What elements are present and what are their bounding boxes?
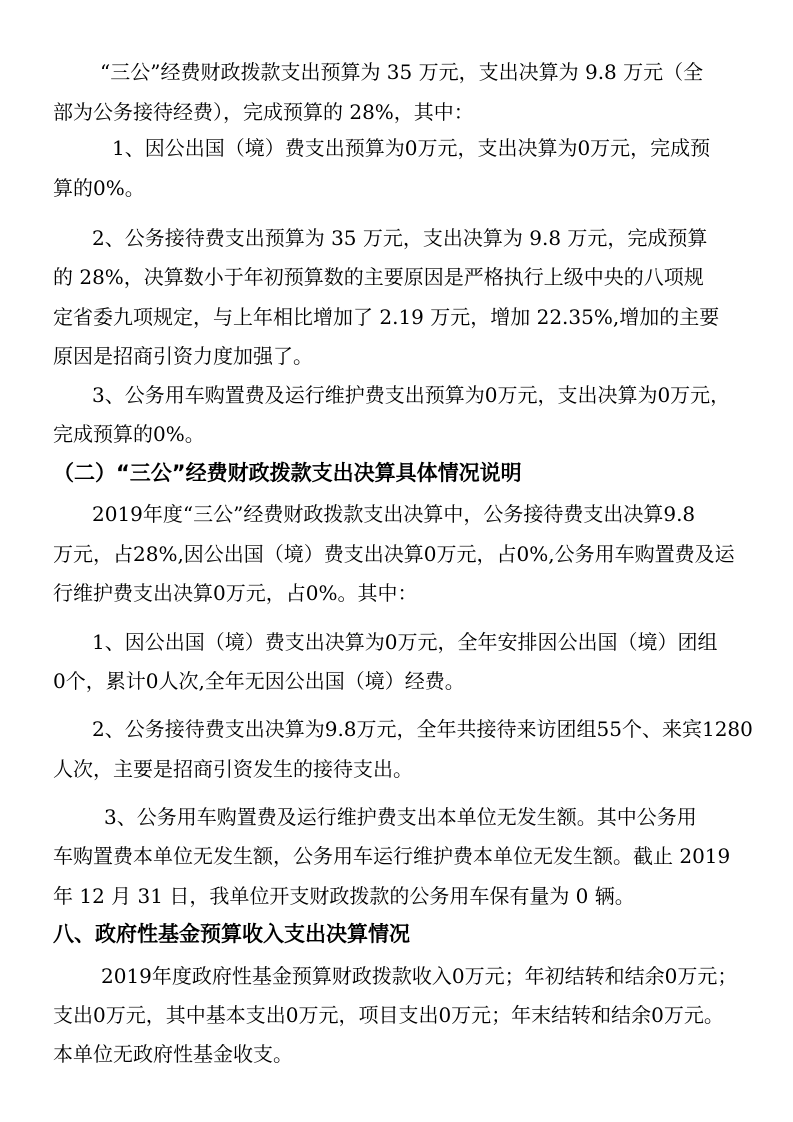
section-heading: 八、政府性基金预算收入支出决算情况 [53,922,410,946]
paragraph-line: 部为公务接待经费），完成预算的 28%，其中： [53,100,474,124]
paragraph-line: 年 12 月 31 日，我单位开支财政拨款的公务用车保有量为 0 辆。 [53,884,635,908]
paragraph-line: 算的0%。 [53,176,145,200]
paragraph-line: 2、公务接待费支出预算为 35 万元，支出决算为 9.8 万元，完成预算 [92,226,708,250]
paragraph-line: 行维护费支出决算0万元，占0%。其中： [53,581,418,605]
paragraph-line: 万元，占28%,因公出国（境）费支出决算0万元，占0%,公务用车购置费及运 [53,542,735,566]
paragraph-line: 人次，主要是招商引资发生的接待支出。 [53,757,413,781]
paragraph-line: 本单位无政府性基金收支。 [53,1042,293,1066]
paragraph-line: 2019年度政府性基金预算财政拨款收入0万元；年初结转和结余0万元； [101,964,738,988]
paragraph-line: 2、公务接待费支出决算为9.8万元，全年共接待来访团组55个、来宾1280 [92,717,753,741]
paragraph-line: 1、因公出国（境）费支出决算为0万元，全年安排因公出国（境）团组 [92,630,718,654]
paragraph-line: 完成预算的0%。 [53,422,205,446]
paragraph-line: 2019年度“三公”经费财政拨款支出决算中，公务接待费支出决算9.8 [92,502,696,526]
paragraph-line: 原因是招商引资力度加强了。 [53,344,313,368]
paragraph-line: 0个，累计0人次,全年无因公出国（境）经费。 [53,669,465,693]
section-heading: （二）“三公”经费财政拨款支出决算具体情况说明 [53,461,522,485]
paragraph-line: “三公”经费财政拨款支出预算为 35 万元，支出决算为 9.8 万元（全 [100,60,704,84]
paragraph-line: 3、公务用车购置费及运行维护费支出预算为0万元，支出决算为0万元， [92,383,731,407]
paragraph-line: 的 28%，决算数小于年初预算数的主要原因是严格执行上级中央的八项规 [53,265,704,289]
paragraph-line: 1、因公出国（境）费支出预算为0万元，支出决算为0万元，完成预 [112,136,711,160]
paragraph-line: 支出0万元，其中基本支出0万元，项目支出0万元；年末结转和结余0万元。 [53,1003,724,1027]
paragraph-line: 定省委九项规定，与上年相比增加了 2.19 万元，增加 22.35%,增加的主要 [53,305,720,329]
paragraph-line: 车购置费本单位无发生额，公务用车运行维护费本单位无发生额。截止 2019 [53,844,731,868]
paragraph-line: 3、公务用车购置费及运行维护费支出本单位无发生额。其中公务用 [104,805,697,829]
